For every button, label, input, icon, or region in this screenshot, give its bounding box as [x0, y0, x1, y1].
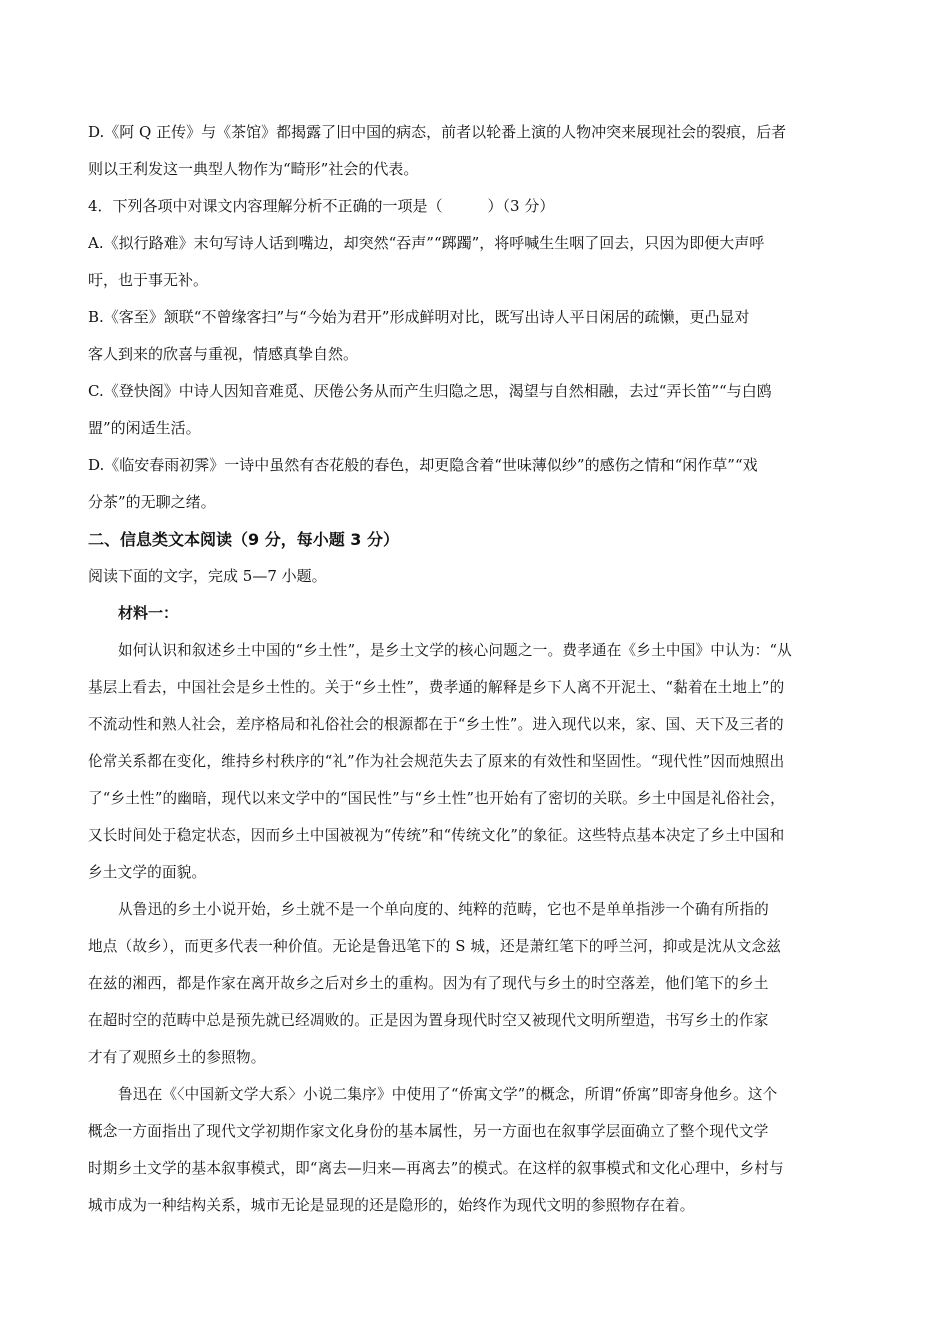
- option-a-line-1: A.《拟行路难》末句写诗人话到嘴边，却突然“吞声”“踯躅”，将呼喊生生咽了回去，只因为即便大声呼: [88, 234, 765, 252]
- option-d-line-1: D.《临安春雨初霁》一诗中虽然有杏花般的春色，却更隐含着“世味薄似纱”的感伤之情和“闲作草”“戏: [88, 456, 758, 474]
- section-instruction: 阅读下面的文字，完成 5—7 小题。: [88, 567, 327, 585]
- passage-line: 乡土文学的面貌。: [88, 864, 207, 881]
- passage-line: 概念一方面指出了现代文学初期作家文化身份的基本属性，另一方面也在叙事学层面确立了整个现代文学: [88, 1123, 769, 1140]
- passage-line: 基层上看去，中国社会是乡土性的。关于“乡土性”，费孝通的解释是乡下人离不开泥土、“黏着在土地上”的: [88, 679, 785, 696]
- passage-line: 城市成为一种结构关系，城市无论是显现的还是隐形的，始终作为现代文明的参照物存在着。: [88, 1197, 695, 1214]
- passage-line: 又长时间处于稳定状态，因而乡土中国被视为“传统”和“传统文化”的象征。这些特点基本决定了乡土中国和: [88, 827, 785, 844]
- material-label: 材料一：: [118, 604, 179, 622]
- passage-line: 了“乡土性”的幽暗，现代以来文学中的“国民性”与“乡土性”也开始有了密切的关联。乡土中国是礼俗社会，: [88, 790, 785, 807]
- passage-line: 从鲁迅的乡土小说开始，乡土就不是一个单向度的、纯粹的范畴，它也不是单单指涉一个确有所指的: [118, 901, 769, 918]
- passage-line: 鲁迅在《〈中国新文学大系〉小说二集序》中使用了“侨寓文学”的概念，所谓“侨寓”即寄身他乡。这个: [118, 1086, 778, 1103]
- question-4: [88, 188, 863, 521]
- passage-paragraph-1: [88, 632, 863, 891]
- section-heading: 二、信息类文本阅读（9 分，每小题 3 分）: [88, 530, 399, 549]
- option-d-line-1: D.《阿 Q 正传》与《茶馆》都揭露了旧中国的病态，前者以轮番上演的人物冲突来展现社会的裂痕，后者: [88, 123, 787, 141]
- exam-page: [88, 114, 863, 1224]
- passage-line: 才有了观照乡土的参照物。: [88, 1049, 266, 1066]
- option-c-line-2: 盟”的闲适生活。: [88, 419, 201, 437]
- option-d-line-2: 分茶”的无聊之绪。: [88, 493, 216, 511]
- option-a-line-2: 吁，也于事无补。: [88, 271, 209, 289]
- passage-line: 地点（故乡），而更多代表一种价值。无论是鲁迅笔下的 S 城，还是萧红笔下的呼兰河，抑或是沈从文念兹: [88, 938, 782, 955]
- option-b-line-2: 客人到来的欣喜与重视，情感真挚自然。: [88, 345, 359, 363]
- passage-line: 伦常关系都在变化，维持乡村秩序的“礼”作为社会规范失去了原来的有效性和坚固性。“现代性”因而烛照出: [88, 753, 785, 770]
- passage-line: 如何认识和叙述乡土中国的“乡土性”，是乡土文学的核心问题之一。费孝通在《乡土中国》中认为：“从: [118, 642, 792, 659]
- passage-line: 时期乡土文学的基本叙事模式，即“离去—归来—再离去”的模式。在这样的叙事模式和文化心理中，乡村与: [88, 1160, 784, 1177]
- question-3-option-d: [88, 114, 863, 188]
- option-b-line-1: B.《客至》颔联“不曾缘客扫”与“今始为君开”形成鲜明对比，既写出诗人平日闲居的疏懒，更凸显对: [88, 308, 750, 326]
- passage-line: 不流动性和熟人社会，差序格局和礼俗社会的根源都在于“乡土性”。进入现代以来，家、国、天下及三者的: [88, 716, 784, 733]
- passage-paragraph-3: [88, 1076, 863, 1224]
- passage-line: 在兹的湘西，都是作家在离开故乡之后对乡土的重构。因为有了现代与乡土的时空落差，他们笔下的乡土: [88, 975, 769, 992]
- question-4-stem: 4．下列各项中对课文内容理解分析不正确的一项是（ ）（3 分）: [88, 197, 555, 215]
- passage-line: 在超时空的范畴中总是预先就已经凋败的。正是因为置身现代时空又被现代文明所塑造，书写乡土的作家: [88, 1012, 769, 1029]
- option-d-line-2: 则以王利发这一典型人物作为“畸形”社会的代表。: [88, 160, 419, 178]
- option-c-line-1: C.《登快阁》中诗人因知音难觅、厌倦公务从而产生归隐之思，渴望与自然相融，去过“弄长笛”“与白鸥: [88, 382, 772, 400]
- passage-paragraph-2: [88, 891, 863, 1076]
